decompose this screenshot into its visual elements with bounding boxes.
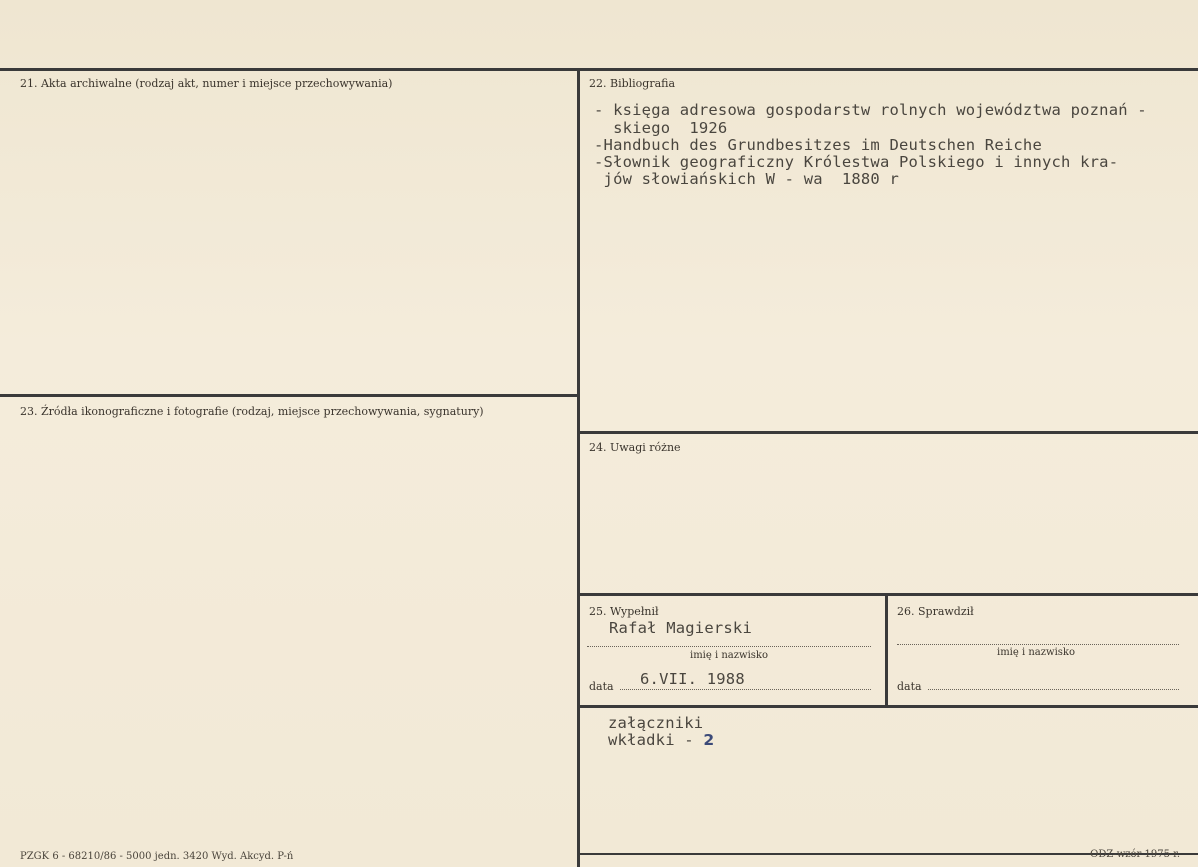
bibliography-line-4: -Słownik geograficzny Królestwa Polskiego i innych kra- [594,153,1119,171]
center-divider [577,68,580,867]
bibliography-line-2: skiego 1926 [594,119,728,137]
section-26-label: 26. Sprawdził [897,605,974,618]
footer-print-info: PZGK 6 - 68210/86 - 5000 jedn. 3420 Wyd. Akcyd. P-ń [20,851,294,862]
date-label-25: data [589,680,614,693]
name-line-26 [897,644,1179,645]
section-23-label: 23. Źródła ikonograficzne i fotografie (rodzaj, miejsce przechowywania, sygnatury) [20,405,484,418]
rule-21-23 [0,394,579,397]
rule-24-25 [579,593,1198,596]
name-line-25 [587,646,871,647]
attachments-inserts-label: wkładki - [608,731,704,749]
rule-25-attachments [579,705,1198,708]
footer-form-id: ODZ-wzór 1975 r. [1090,849,1180,860]
name-caption-25: imię i nazwisko [690,650,768,661]
attachments-line-1: załączniki [608,714,704,732]
section-21-label: 21. Akta archiwalne (rodzaj akt, numer i miejsce przechowywania) [20,77,393,90]
divider-25-26 [885,595,888,707]
section-24-label: 24. Uwagi różne [589,441,681,454]
section-22-label: 22. Bibliografia [589,77,676,90]
attachments-inserts-count: 2 [703,731,715,749]
name-caption-26: imię i nazwisko [997,647,1075,658]
bibliography-line-1: - księga adresowa gospodarstw rolnych województwa poznań - [594,101,1147,119]
attachments-line-2 [608,731,714,749]
rule-22-24 [579,431,1198,434]
section-25-label: 25. Wypełnił [589,605,659,618]
date-line-25 [620,689,871,690]
date-line-26 [928,689,1179,690]
filled-by-name: Rafał Magierski [609,619,752,637]
date-label-26: data [897,680,922,693]
bibliography-line-5: jów słowiańskich W - wa 1880 r [594,170,900,188]
filled-date: 6.VII. 1988 [640,670,745,688]
top-rule [0,68,1198,71]
bibliography-line-3: -Handbuch des Grundbesitzes im Deutschen Reiche [594,136,1042,154]
